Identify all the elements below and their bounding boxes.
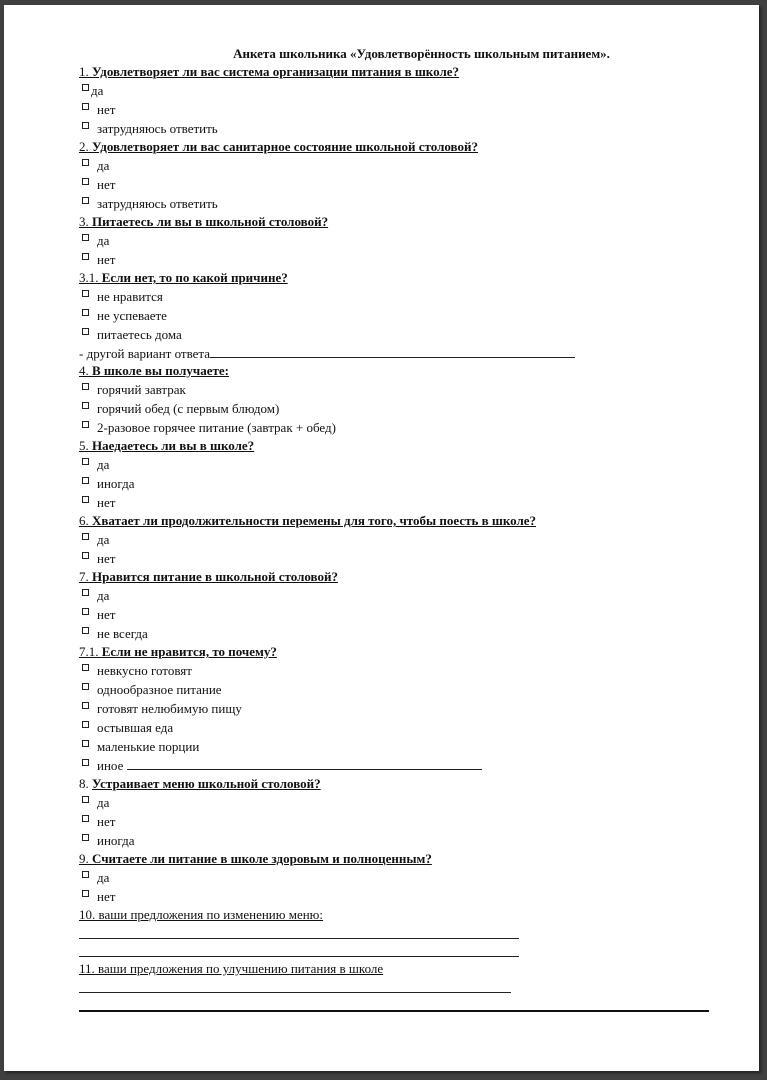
- option-label: нет: [97, 177, 116, 192]
- option[interactable]: [79, 399, 719, 418]
- checkbox-icon[interactable]: [82, 159, 89, 166]
- question-text: Наедаетесь ли вы в школе?: [92, 438, 255, 453]
- checkbox-icon[interactable]: [82, 796, 89, 803]
- option[interactable]: [79, 287, 719, 306]
- option-label: да: [97, 588, 110, 603]
- option-label: затрудняюсь ответить: [97, 196, 218, 211]
- option[interactable]: [79, 250, 719, 269]
- option-label: готовят нелюбимую пищу: [97, 701, 242, 716]
- question-number: 5.: [79, 438, 92, 453]
- answer-line[interactable]: [79, 924, 719, 942]
- question-number: 6.: [79, 513, 92, 528]
- checkbox-icon[interactable]: [82, 627, 89, 634]
- option-label: маленькие порции: [97, 739, 200, 754]
- answer-line[interactable]: [79, 942, 719, 960]
- option[interactable]: [79, 231, 719, 250]
- option-label: не успеваете: [97, 308, 167, 323]
- question-10: [79, 906, 719, 924]
- checkbox-icon[interactable]: [82, 290, 89, 297]
- option[interactable]: [79, 418, 719, 437]
- question-6: [79, 512, 719, 530]
- option-label: да: [91, 83, 104, 98]
- option-label: однообразное питание: [97, 682, 222, 697]
- bottom-divider: [79, 1010, 709, 1012]
- question-2: [79, 138, 719, 156]
- survey-content: [79, 45, 719, 1014]
- option-label: не нравится: [97, 289, 163, 304]
- question-text: 11. ваши предложения по улучшению питания в школе: [79, 961, 384, 976]
- option[interactable]: [79, 493, 719, 512]
- question-3-1: [79, 269, 719, 287]
- checkbox-icon[interactable]: [82, 815, 89, 822]
- question-text: Нравится питание в школьной столовой?: [92, 569, 338, 584]
- question-text: В школе вы получаете:: [92, 363, 229, 378]
- checkbox-icon[interactable]: [82, 552, 89, 559]
- option[interactable]: [79, 100, 719, 119]
- option[interactable]: [79, 868, 719, 887]
- question-text: Удовлетворяет ли вас санитарное состояние школьной столовой?: [92, 139, 478, 154]
- option-label: горячий обед (с первым блюдом): [97, 401, 280, 416]
- option[interactable]: [79, 455, 719, 474]
- option-label: да: [97, 795, 110, 810]
- question-text: Считаете ли питание в школе здоровым и полноценным?: [92, 851, 432, 866]
- question-number: 9.: [79, 851, 92, 866]
- option[interactable]: [79, 661, 719, 680]
- question-7: [79, 568, 719, 586]
- checkbox-icon[interactable]: [82, 122, 89, 129]
- option[interactable]: [79, 586, 719, 605]
- checkbox-icon[interactable]: [82, 84, 89, 91]
- option-label: нет: [97, 252, 116, 267]
- option[interactable]: [79, 624, 719, 643]
- question-number: 4.: [79, 363, 92, 378]
- option-label: питаетесь дома: [97, 327, 182, 342]
- checkbox-icon[interactable]: [82, 402, 89, 409]
- checkbox-icon[interactable]: [82, 383, 89, 390]
- question-7-1: [79, 643, 719, 661]
- checkbox-icon[interactable]: [82, 589, 89, 596]
- option[interactable]: [79, 175, 719, 194]
- question-number: 3.: [79, 214, 92, 229]
- option-label: нет: [97, 551, 116, 566]
- question-9: [79, 850, 719, 868]
- option[interactable]: [79, 605, 719, 624]
- option-label: иногда: [97, 476, 135, 491]
- question-text: Если не нравится, то почему?: [101, 644, 277, 659]
- option-label: иногда: [97, 833, 135, 848]
- option[interactable]: [79, 325, 719, 344]
- question-text: Удовлетворяет ли вас система организации питания в школе?: [92, 64, 460, 79]
- checkbox-icon[interactable]: [82, 664, 89, 671]
- option-label: не всегда: [97, 626, 148, 641]
- checkbox-icon[interactable]: [82, 721, 89, 728]
- question-number: 8.: [79, 776, 92, 791]
- checkbox-icon[interactable]: [82, 178, 89, 185]
- option[interactable]: [79, 549, 719, 568]
- question-number: 3.1.: [79, 270, 102, 285]
- option[interactable]: [79, 380, 719, 399]
- option[interactable]: [79, 530, 719, 549]
- question-number: 2.: [79, 139, 92, 154]
- other-answer-label: - другой вариант ответа: [79, 346, 211, 361]
- question-4: [79, 362, 719, 380]
- checkbox-icon[interactable]: [82, 103, 89, 110]
- option-label: нет: [97, 814, 116, 829]
- option[interactable]: [79, 831, 719, 850]
- option[interactable]: [79, 81, 719, 100]
- question-text: Хватает ли продолжительности перемены для того, чтобы поесть в школе?: [92, 513, 537, 528]
- question-3: [79, 213, 719, 231]
- checkbox-icon[interactable]: [82, 477, 89, 484]
- checkbox-icon[interactable]: [82, 683, 89, 690]
- question-number: 1.: [79, 64, 92, 79]
- option[interactable]: [79, 194, 719, 213]
- document-page: [4, 5, 759, 1071]
- option[interactable]: [79, 699, 719, 718]
- question-11: [79, 960, 719, 978]
- question-8: [79, 775, 719, 793]
- option[interactable]: [79, 887, 719, 906]
- other-answer-row: [79, 344, 719, 362]
- checkbox-icon[interactable]: [82, 608, 89, 615]
- option[interactable]: [79, 812, 719, 831]
- checkbox-icon[interactable]: [82, 197, 89, 204]
- checkbox-icon[interactable]: [82, 871, 89, 878]
- checkbox-icon[interactable]: [82, 496, 89, 503]
- option-label: да: [97, 532, 110, 547]
- option-label: нет: [97, 889, 116, 904]
- option[interactable]: [79, 756, 719, 775]
- question-text: 10. ваши предложения по изменению меню:: [79, 907, 324, 922]
- checkbox-icon[interactable]: [82, 253, 89, 260]
- question-1: [79, 63, 719, 81]
- option-label: остывшая еда: [97, 720, 174, 735]
- option-label: нет: [97, 607, 116, 622]
- option-label: иное: [97, 758, 124, 773]
- option[interactable]: [79, 793, 719, 812]
- checkbox-icon[interactable]: [82, 702, 89, 709]
- question-text: Устраивает меню школьной столовой?: [92, 776, 321, 791]
- question-text: Питаетесь ли вы в школьной столовой?: [92, 214, 329, 229]
- checkbox-icon[interactable]: [82, 740, 89, 747]
- option[interactable]: [79, 737, 719, 756]
- other-reason-field[interactable]: [127, 756, 482, 770]
- option[interactable]: [79, 718, 719, 737]
- checkbox-icon[interactable]: [82, 234, 89, 241]
- option-label: нет: [97, 495, 116, 510]
- checkbox-icon[interactable]: [82, 328, 89, 335]
- checkbox-icon[interactable]: [82, 421, 89, 428]
- checkbox-icon[interactable]: [82, 458, 89, 465]
- checkbox-icon[interactable]: [82, 759, 89, 766]
- option[interactable]: [79, 306, 719, 325]
- checkbox-icon[interactable]: [82, 309, 89, 316]
- option-label: 2-разовое горячее питание (завтрак + обед): [97, 420, 336, 435]
- option-label: горячий завтрак: [97, 382, 186, 397]
- option-label: нет: [97, 102, 116, 117]
- option-label: да: [97, 233, 110, 248]
- option[interactable]: [79, 680, 719, 699]
- option-label: да: [97, 158, 110, 173]
- checkbox-icon[interactable]: [82, 890, 89, 897]
- option[interactable]: [79, 119, 719, 138]
- checkbox-icon[interactable]: [82, 834, 89, 841]
- question-5: [79, 437, 719, 455]
- question-number: 7.: [79, 569, 92, 584]
- checkbox-icon[interactable]: [82, 533, 89, 540]
- option[interactable]: [79, 156, 719, 175]
- answer-line[interactable]: [79, 978, 719, 996]
- option-label: да: [97, 457, 110, 472]
- option-label: невкусно готовят: [97, 663, 192, 678]
- option-label: затрудняюсь ответить: [97, 121, 218, 136]
- option[interactable]: [79, 474, 719, 493]
- question-number: 7.1.: [79, 644, 102, 659]
- other-answer-field[interactable]: [210, 344, 575, 358]
- survey-title: Анкета школьника «Удовлетворённость школьным питанием».: [233, 46, 610, 61]
- question-text: Если нет, то по какой причине?: [101, 270, 288, 285]
- option-label: да: [97, 870, 110, 885]
